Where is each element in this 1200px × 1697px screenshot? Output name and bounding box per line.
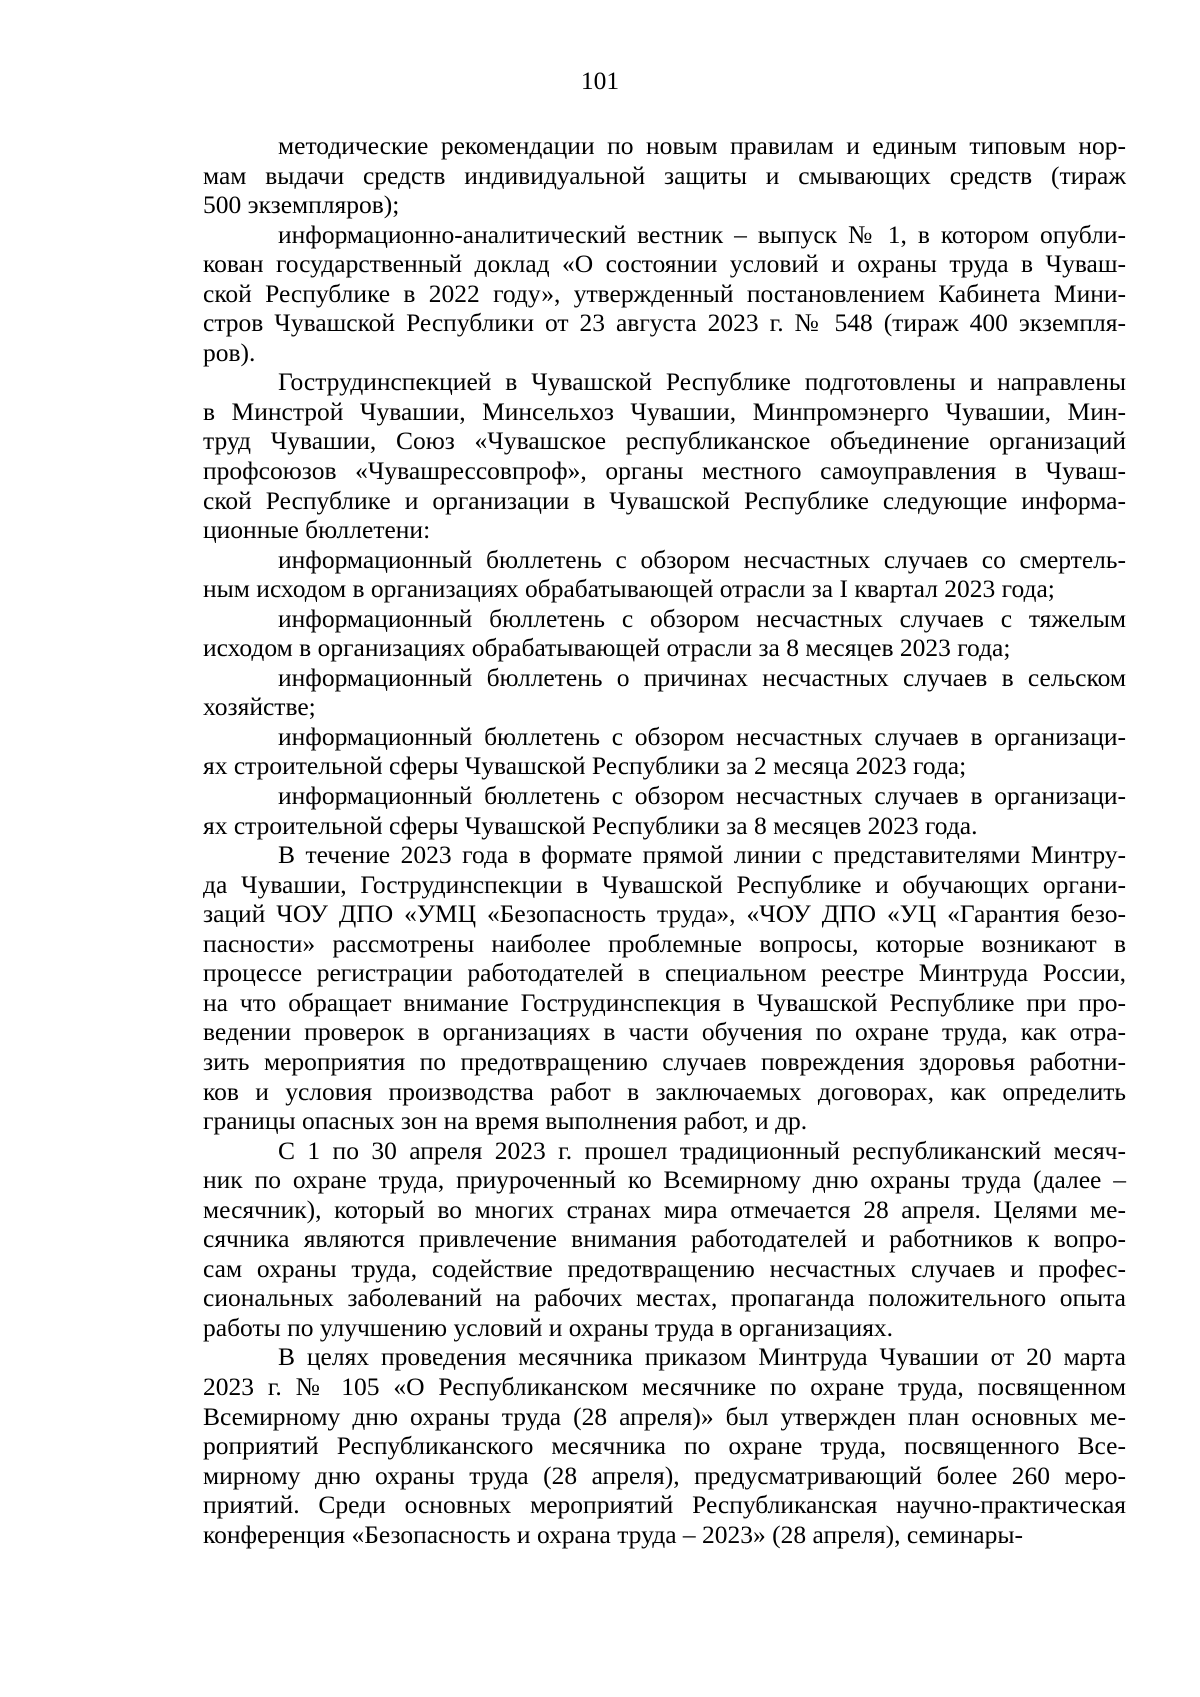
paragraph	[203, 1342, 1126, 1549]
text-line: ях строительной сферы Чувашской Республики за 8 месяцев 2023 года.	[203, 810, 978, 840]
text-line: С 1 по 30 апреля 2023 г. прошел традиционный республиканский месяч-	[278, 1135, 1126, 1165]
text-line: ской Республике и организации в Чувашской Республике следующие информа-	[203, 485, 1126, 515]
text-line: ник по охране труда, приуроченный ко Всемирному дню охраны труда (далее –	[203, 1165, 1126, 1195]
text-line: работы по улучшению условий и охраны труда в организациях.	[203, 1312, 894, 1342]
text-line: В течение 2023 года в формате прямой линии с представителями Минтру-	[278, 840, 1126, 870]
text-line: ведении проверок в организациях в части обучения по охране труда, как отра-	[203, 1017, 1126, 1047]
text-line: приятий. Среди основных мероприятий Республиканская научно-практическая	[203, 1490, 1126, 1520]
text-line: хозяйстве;	[203, 692, 316, 722]
document-body	[203, 131, 1126, 1549]
text-line: методические рекомендации по новым правилам и единым типовым нор-	[278, 131, 1126, 160]
paragraph	[203, 722, 1126, 781]
text-line: на что обращает внимание Гострудинспекция в Чувашской Республике при про-	[203, 987, 1126, 1017]
text-line: в Минстрой Чувашии, Минсельхоз Чувашии, Минпромэнерго Чувашии, Мин-	[203, 396, 1126, 426]
text-line: ным исходом в организациях обрабатывающей отрасли за I квартал 2023 года;	[203, 574, 1055, 604]
text-line: мирному дню охраны труда (28 апреля), предусматривающий более 260 меро-	[203, 1460, 1126, 1490]
text-line: ционные бюллетени:	[203, 515, 431, 545]
text-line: информационный бюллетень с обзором несчастных случаев в организаци-	[278, 781, 1126, 811]
paragraph	[203, 367, 1126, 544]
text-line: информационный бюллетень о причинах несчастных случаев в сельском	[278, 662, 1126, 692]
text-line: информационный бюллетень с обзором несчастных случаев со смертель-	[278, 544, 1126, 574]
text-line: ров).	[203, 337, 256, 367]
text-line: мам выдачи средств индивидуальной защиты и смывающих средств (тираж	[203, 160, 1126, 190]
paragraph	[203, 840, 1126, 1135]
text-line: конференция «Безопасность и охрана труда – 2023» (28 апреля), семинары-	[203, 1519, 1023, 1549]
text-line: роприятий Республиканского месячника по охране труда, посвященного Все-	[203, 1431, 1126, 1461]
text-line: информационный бюллетень с обзором несчастных случаев в организаци-	[278, 721, 1126, 751]
text-line: да Чувашии, Гострудинспекции в Чувашской Республике и обучающих органи-	[203, 869, 1126, 899]
paragraph	[203, 781, 1126, 840]
text-line: ской Республике в 2022 году», утвержденный постановлением Кабинета Мини-	[203, 278, 1126, 308]
text-line: сам охраны труда, содействие предотвращению несчастных случаев и профес-	[203, 1253, 1126, 1283]
text-line: В целях проведения месячника приказом Минтруда Чувашии от 20 марта	[278, 1342, 1126, 1372]
text-line: границы опасных зон на время выполнения работ, и др.	[203, 1106, 808, 1136]
text-line: ях строительной сферы Чувашской Республики за 2 месяца 2023 года;	[203, 751, 967, 781]
text-line: процессе регистрации работодателей в специальном реестре Минтруда России,	[203, 958, 1126, 988]
paragraph	[203, 604, 1126, 663]
text-line: исходом в организациях обрабатывающей отрасли за 8 месяцев 2023 года;	[203, 633, 1011, 663]
text-line: кован государственный доклад «О состоянии условий и охраны труда в Чуваш-	[203, 249, 1126, 279]
text-line: труд Чувашии, Союз «Чувашское республиканское объединение организаций	[203, 426, 1126, 456]
text-line: заций ЧОУ ДПО «УМЦ «Безопасность труда», «ЧОУ ДПО «УЦ «Гарантия безо-	[203, 899, 1126, 929]
paragraph	[203, 663, 1126, 722]
paragraph	[203, 545, 1126, 604]
text-line: 500 экземпляров);	[203, 190, 400, 220]
text-line: 2023 г. № 105 «О Республиканском месячнике по охране труда, посвященном	[203, 1371, 1126, 1401]
text-line: профсоюзов «Чувашрессовпроф», органы местного самоуправления в Чуваш-	[203, 456, 1126, 486]
text-line: сиональных заболеваний на рабочих местах, пропаганда положительного опыта	[203, 1283, 1126, 1313]
text-line: зить мероприятия по предотвращению случаев повреждения здоровья работни-	[203, 1046, 1126, 1076]
text-line: стров Чувашской Республики от 23 августа 2023 г. № 548 (тираж 400 экземпля-	[203, 308, 1126, 338]
text-line: информационно-аналитический вестник – выпуск № 1, в котором опубли-	[278, 219, 1126, 249]
page-number: 101	[580, 66, 620, 95]
paragraph	[203, 131, 1126, 220]
text-line: Гострудинспекцией в Чувашской Республике подготовлены и направлены	[278, 367, 1126, 397]
paragraph	[203, 1136, 1126, 1343]
text-line: сячника являются привлечение внимания работодателей и работников к вопро-	[203, 1224, 1126, 1254]
text-line: информационный бюллетень с обзором несчастных случаев с тяжелым	[278, 603, 1126, 633]
text-line: Всемирному дню охраны труда (28 апреля)» был утвержден план основных ме-	[203, 1401, 1126, 1431]
text-line: месячник), который во многих странах мира отмечается 28 апреля. Целями ме-	[203, 1194, 1126, 1224]
paragraph	[203, 220, 1126, 368]
text-line: пасности» рассмотрены наиболее проблемные вопросы, которые возникают в	[203, 928, 1126, 958]
text-line: ков и условия производства работ в заключаемых договорах, как определить	[203, 1076, 1126, 1106]
